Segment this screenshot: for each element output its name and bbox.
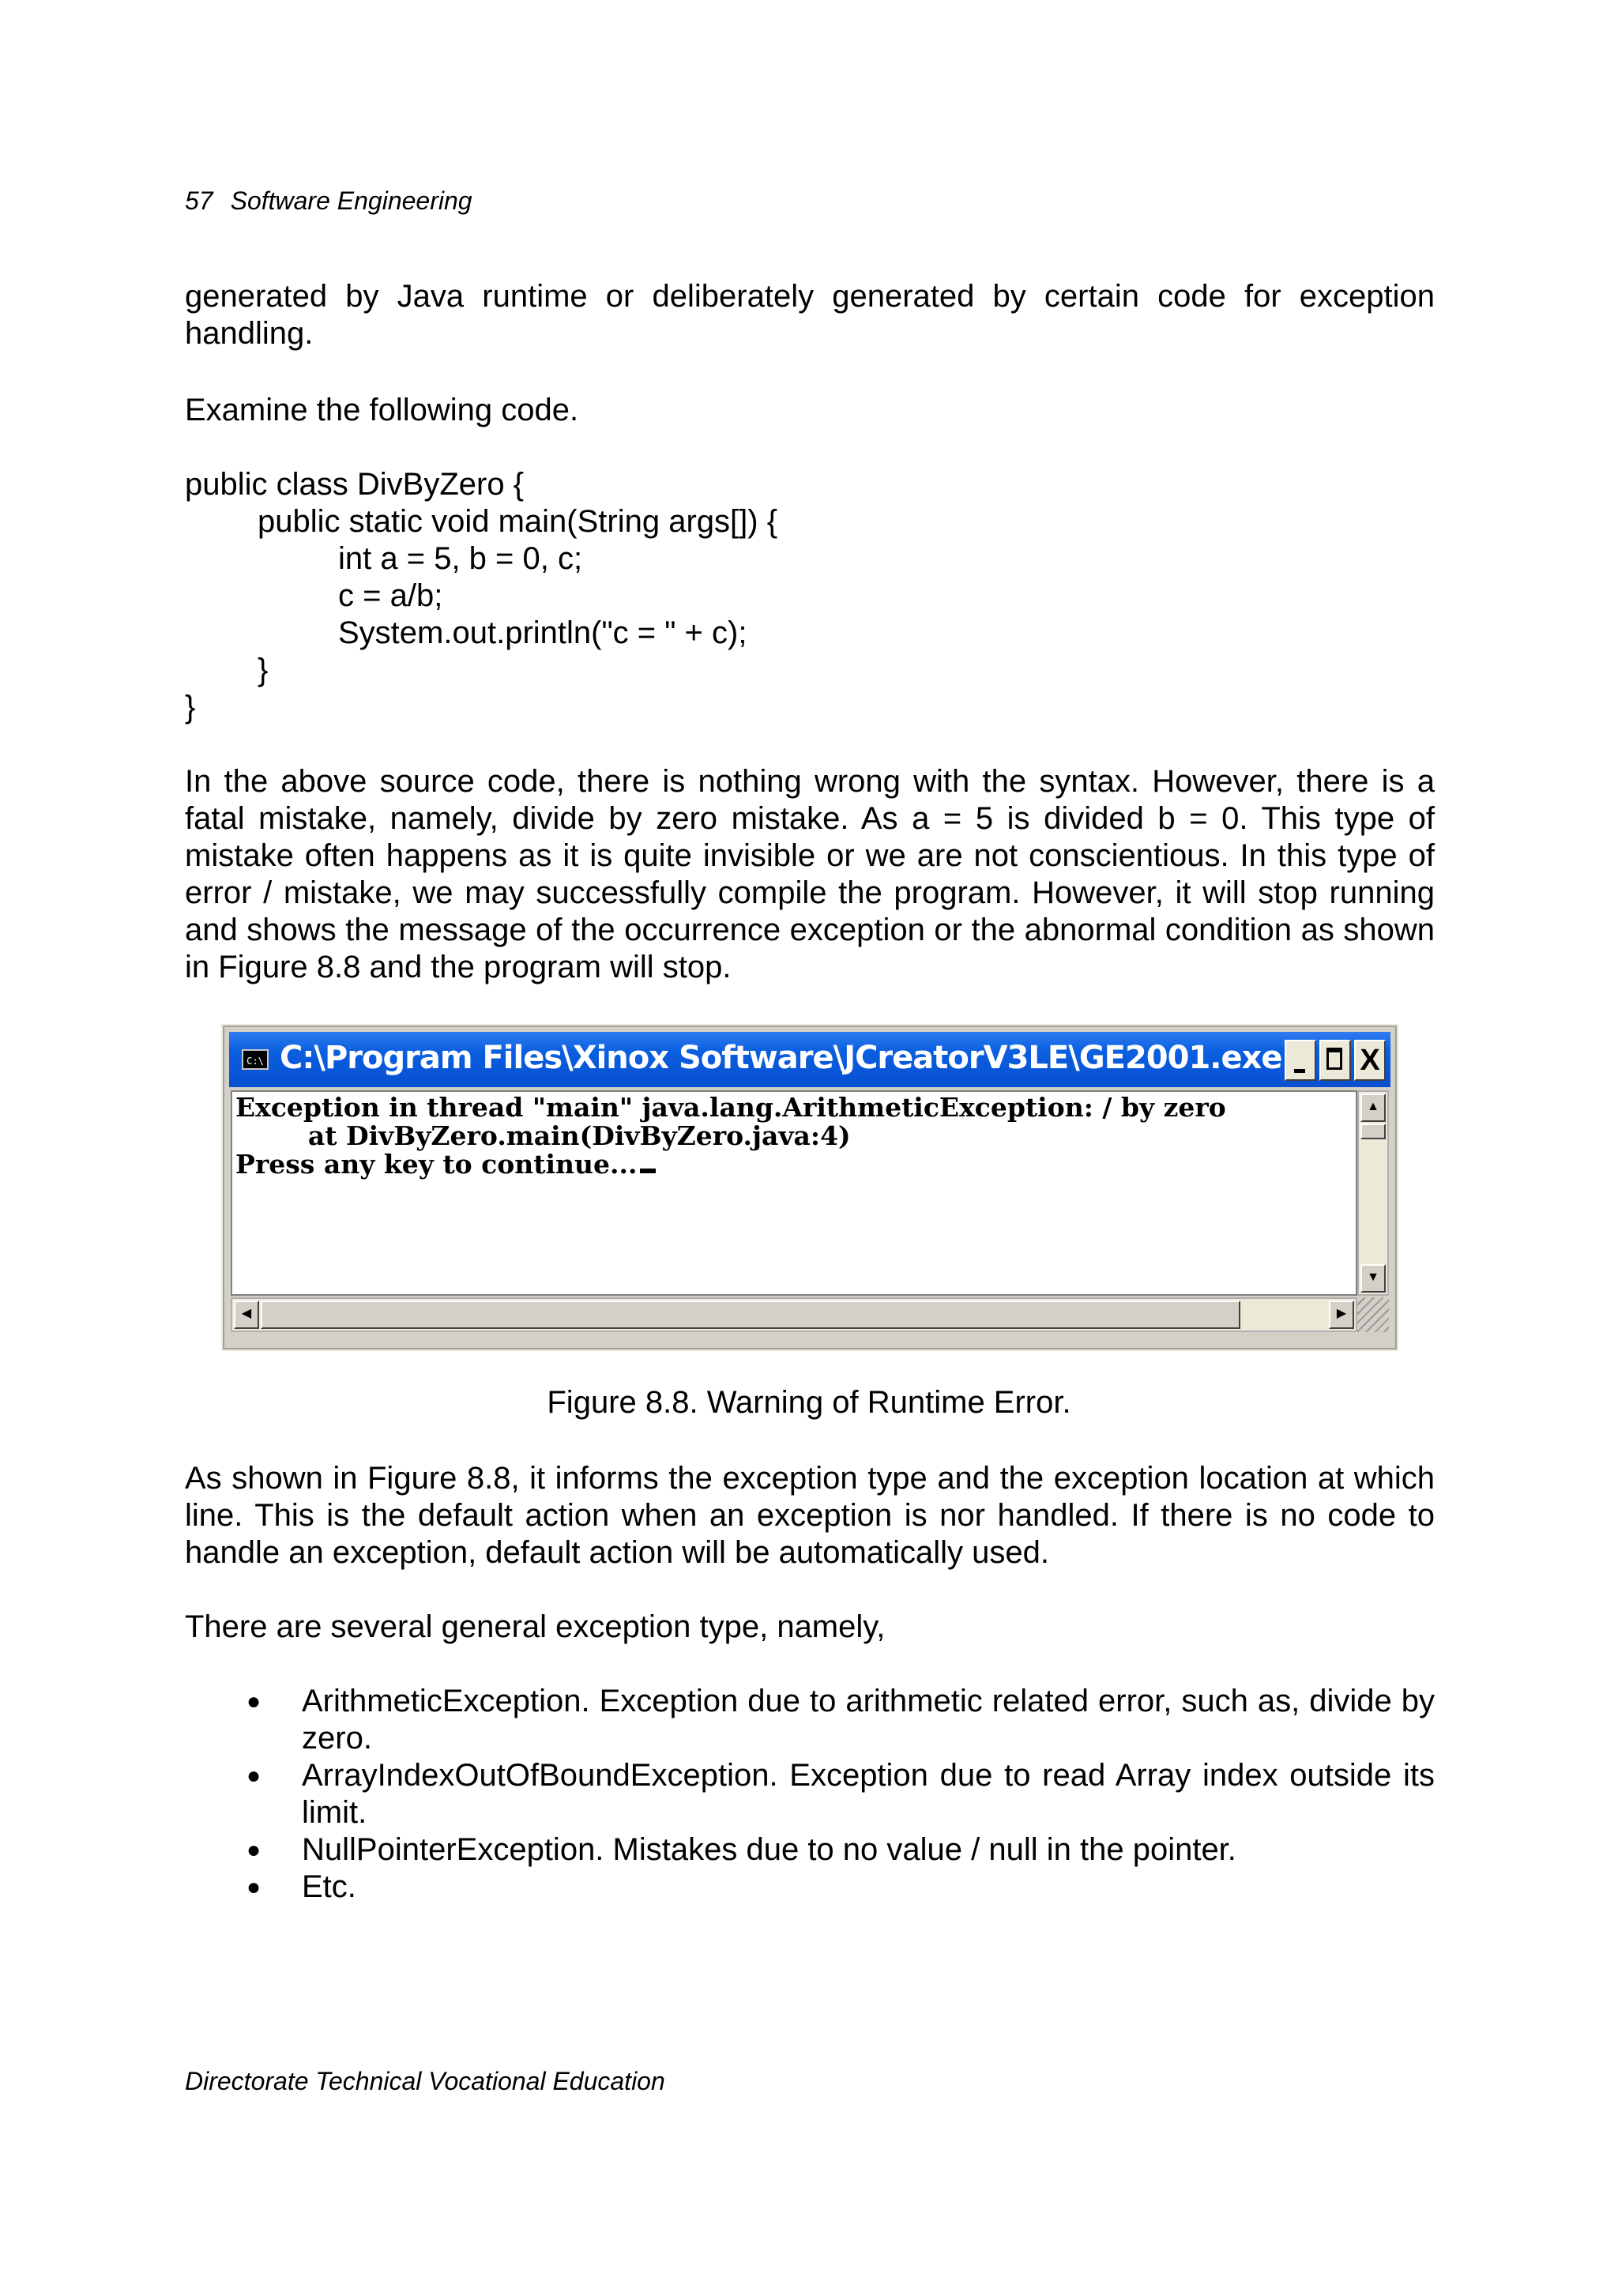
list-item: ● Etc. <box>246 1869 356 1904</box>
list-item: ● ArrayIndexOutOfBoundException. Exception due to read Array index outside its limit. <box>246 1758 1435 1830</box>
console-output <box>231 1090 1357 1296</box>
vertical-scrollbar[interactable] <box>1357 1090 1389 1296</box>
minimize-button[interactable] <box>1285 1040 1316 1081</box>
close-button[interactable] <box>1354 1040 1386 1081</box>
horizontal-scroll-thumb[interactable] <box>261 1300 1240 1329</box>
paragraph-explanation: In the above source code, there is nothing wrong with the syntax. However, there is a fatal mistake, namely, divide by zero mistake. As a = 5 is divided b = 0. This type of mistake often happens as it is quite invisible or we are not conscientious. In this type of error / mistake, we may successfully compile the program. However, it will stop running and shows the message of the occurrence exception or the abnormal condition as shown in Figure 8.8 and the program will stop. <box>185 764 1435 984</box>
paragraph-exception-types: There are several general exception type, namely, <box>185 1609 886 1644</box>
resize-grip-icon[interactable] <box>1357 1297 1389 1332</box>
console-title: C:\Program Files\Xinox Software\JCreatorV3LE\GE2001.exe <box>280 1040 1282 1076</box>
console-line <box>235 1150 656 1179</box>
exception-list <box>185 1683 1435 1906</box>
scroll-right-arrow-icon[interactable]: ▶ <box>1329 1300 1354 1329</box>
paragraph-intro: generated by Java runtime or deliberately generated by certain code for exception handling. <box>185 279 1435 351</box>
cmd-icon: C:\ <box>242 1049 269 1070</box>
bullet-icon: ● <box>246 1874 262 1900</box>
list-item: ● NullPointerException. Mistakes due to no value / null in the pointer. <box>246 1832 1236 1867</box>
code-line: public static void main(String args[]) { <box>258 504 778 539</box>
console-prompt: Press any key to continue... <box>235 1149 638 1180</box>
figure-caption: Figure 8.8. Warning of Runtime Error. <box>547 1385 1071 1420</box>
code-line: System.out.println("c = " + c); <box>338 615 747 650</box>
scroll-up-arrow-icon[interactable]: ▲ <box>1360 1093 1386 1122</box>
header-title: Software Engineering <box>230 186 472 215</box>
bullet-icon: ● <box>246 1763 262 1789</box>
code-line: int a = 5, b = 0, c; <box>338 541 583 576</box>
vertical-scroll-thumb[interactable] <box>1360 1124 1386 1139</box>
scroll-down-arrow-icon[interactable]: ▼ <box>1360 1264 1386 1293</box>
page-number: 57 <box>185 186 213 215</box>
maximize-button[interactable] <box>1319 1040 1351 1081</box>
code-line: public class DivByZero { <box>185 467 525 502</box>
page-header <box>185 186 472 216</box>
list-item: ● ArithmeticException. Exception due to arithmetic related error, such as, divide by zero. <box>246 1684 1435 1756</box>
bullet-icon: ● <box>246 1688 262 1714</box>
paragraph-default-action: As shown in Figure 8.8, it informs the exception type and the exception location at which line. This is the default action when an exception is nor handled. If there is no code to handle an exception, default action will be automatically used. <box>185 1461 1435 1570</box>
console-line: at DivByZero.main(DivByZero.java:4) <box>235 1120 851 1151</box>
code-line: } <box>185 690 196 725</box>
close-icon: X <box>1360 1044 1380 1077</box>
paragraph-examine: Examine the following code. <box>185 393 579 427</box>
scroll-left-arrow-icon[interactable]: ◀ <box>234 1300 259 1329</box>
code-line: } <box>258 653 269 687</box>
text-cursor <box>640 1169 656 1173</box>
console-titlebar <box>229 1032 1390 1087</box>
console-line: Exception in thread "main" java.lang.ArithmeticException: / by zero <box>235 1092 1226 1123</box>
horizontal-scrollbar[interactable] <box>231 1297 1357 1332</box>
bullet-icon: ● <box>246 1837 262 1863</box>
code-line: c = a/b; <box>338 578 443 613</box>
console-window-screenshot <box>221 1024 1398 1351</box>
page-footer: Directorate Technical Vocational Education <box>185 2067 665 2095</box>
